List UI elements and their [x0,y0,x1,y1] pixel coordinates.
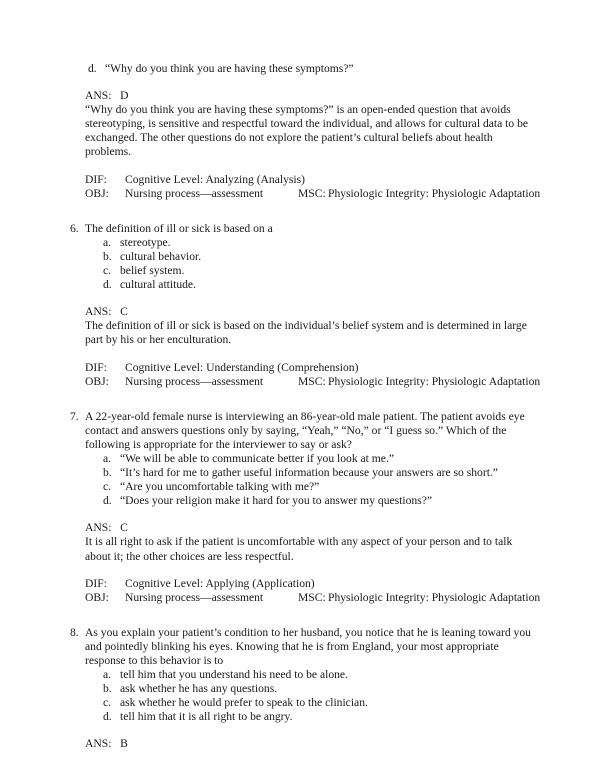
ans-label: ANS: [85,89,112,103]
question-number: 6. [70,221,79,235]
msc-label: MSC: [298,374,326,388]
spacer [70,605,535,626]
option-letter: d. [103,278,112,292]
spacer [85,508,535,521]
option-row [85,466,535,480]
answer-block [70,89,535,159]
msc-label: MSC: [298,186,326,200]
ans-value: C [120,521,128,535]
option-row [85,452,535,466]
dif-value: Cognitive Level: Analyzing (Analysis) [125,172,305,186]
answer-block [85,737,535,751]
option-text: “Does your religion make it hard for you to answer my questions?” [120,494,432,508]
option-row [85,236,535,250]
page-content [70,62,541,752]
metadata-block [85,576,541,605]
option-row [85,264,535,278]
answer-line [85,521,535,535]
option-text: “It’s hard for me to gather useful information because your answers are so short.” [120,466,498,480]
continued-question-fragment [70,62,541,201]
ans-label: ANS: [85,737,112,751]
option-text: “We will be able to communicate better if you look at me.” [120,451,394,465]
question-stem: As you explain your patient’s condition to her husband, you notice that he is leaning toward you and pointedly blinking his eyes. Knowing that he is from England, your most appropriate response to this behavior is to [85,625,531,667]
msc-value: Physiologic Integrity: Physiologic Adaptation [328,374,541,388]
option-text: “Are you uncomfortable talking with me?” [120,480,320,494]
obj-row [85,186,541,201]
answer-line [85,305,535,319]
question-stem: A 22-year-old female nurse is interviewing an 86-year-old male patient. The patient avoids eye contact and answers questions only by saying, “Yeah,” “No,” or “I guess so.” Which of the following is appropriate for the interviewer to say or ask? [85,409,525,451]
obj-value: Nursing process—assessment [125,590,264,604]
option-letter: c. [103,480,112,494]
obj-label: OBJ: [85,374,109,388]
rationale-text: The definition of ill or sick is based on the individual’s belief system and is determined in large part by his or her enculturation. [85,319,527,347]
spacer [85,724,535,737]
option-row [85,682,535,696]
option-row [85,480,535,494]
option-text: ask whether he would prefer to speak to the clinician. [120,696,368,710]
answer-block [85,521,535,563]
option-row [85,278,535,292]
metadata-block [70,172,541,201]
option-text: cultural behavior. [120,249,202,263]
option-text: stereotype. [120,235,171,249]
msc-value: Physiologic Integrity: Physiologic Adaptation [328,186,541,200]
spacer [85,348,535,361]
option-letter: d. [88,62,97,75]
option-text: cultural attitude. [120,278,196,292]
option-letter: a. [103,451,112,465]
option-text: ask whether he has any questions. [120,682,278,696]
spacer [70,76,535,89]
option-text: tell him that you understand his need to be alone. [120,668,348,682]
answer-block [85,305,535,347]
dif-row [85,577,535,591]
option-text: “Why do you think you are having these symptoms?” [105,62,354,75]
option-text: belief system. [120,264,185,278]
dif-value: Cognitive Level: Understanding (Comprehension) [125,360,359,374]
rationale-text: “Why do you think you are having these symptoms?” is an open-ended question that avoids stereotyping, is sensitive and respectful toward the individual, and allows for cultural data to be exchanged. The other questions do not explore the patient’s cultural beliefs about health problems. [85,103,529,159]
dif-label: DIF: [85,576,107,590]
obj-row [85,590,541,605]
option-letter: b. [103,249,112,263]
spacer [70,389,535,410]
msc-value: Physiologic Integrity: Physiologic Adaptation [328,590,541,604]
option-letter: d. [103,710,112,724]
rationale-text: It is all right to ask if the patient is uncomfortable with any aspect of your person and to talk about it; the other choices are less respectful. [85,535,513,563]
ans-value: D [120,89,129,103]
ans-value: B [120,737,128,751]
option-letter: a. [103,235,112,249]
option-row [70,62,535,76]
obj-value: Nursing process—assessment [125,374,264,388]
ans-value: C [120,305,128,319]
spacer [70,160,535,173]
spacer [85,292,535,305]
dif-label: DIF: [85,360,107,374]
answer-line [85,737,535,751]
question-item [70,626,535,752]
question-item [70,221,541,389]
option-letter: b. [103,466,112,480]
ans-label: ANS: [85,521,112,535]
ans-label: ANS: [85,305,112,319]
obj-value: Nursing process—assessment [125,186,264,200]
option-letter: c. [103,264,112,278]
dif-row [85,361,535,375]
obj-row [85,374,541,389]
answer-line [85,89,535,103]
question-stem: The definition of ill or sick is based on a [85,221,273,235]
question-item [70,409,541,605]
option-text: tell him that it is all right to be angry. [120,710,293,724]
metadata-block [85,360,541,389]
option-row [85,494,535,508]
question-number: 7. [70,409,79,423]
spacer [70,201,535,222]
option-row [85,710,535,724]
dif-row [85,173,535,187]
msc-label: MSC: [298,590,326,604]
option-letter: d. [103,494,112,508]
option-letter: a. [103,668,112,682]
dif-value: Cognitive Level: Applying (Application) [125,576,315,590]
spacer [85,564,535,577]
option-letter: c. [103,696,112,710]
dif-label: DIF: [85,172,107,186]
option-letter: b. [103,682,112,696]
question-number: 8. [70,625,79,639]
option-row [85,696,535,710]
obj-label: OBJ: [85,186,109,200]
option-row [85,668,535,682]
obj-label: OBJ: [85,590,109,604]
option-row [85,250,535,264]
